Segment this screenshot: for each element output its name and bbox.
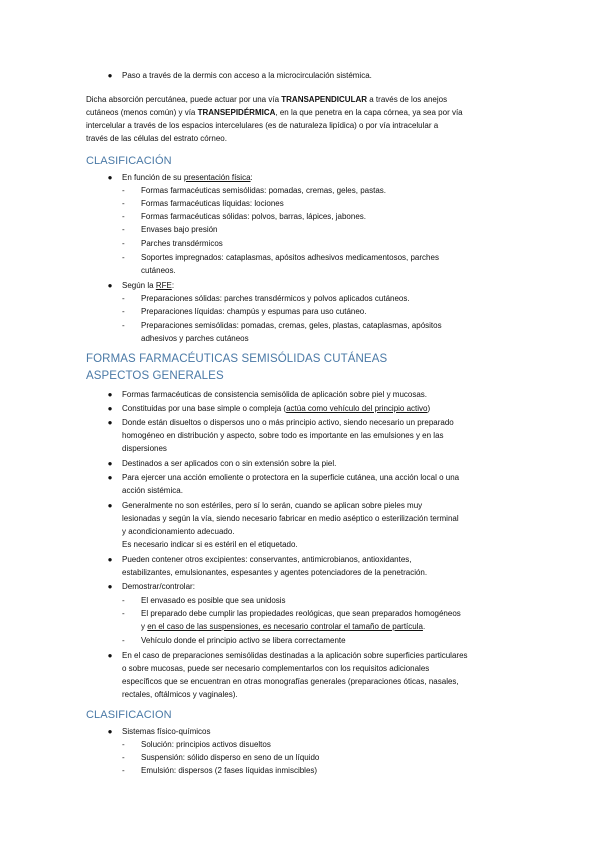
dash-icon: - bbox=[122, 321, 125, 330]
list-item: Preparaciones semisólidas: pomadas, cremas, geles, plastas, cataplasmas, apósitos bbox=[141, 321, 442, 330]
list-item: En el caso de preparaciones semisólidas destinadas a la aplicación sobre superficies particulares bbox=[122, 651, 468, 660]
list-item: Destinados a ser aplicados con o sin extensión sobre la piel. bbox=[122, 459, 337, 468]
list-item-continuation: estabilizantes, emulsionantes, espesantes y agentes potenciadores de la penetración. bbox=[122, 568, 428, 577]
list-item: Formas farmacéuticas sólidas: polvos, barras, lápices, jabones. bbox=[141, 212, 366, 221]
section-heading-clasificacion: CLASIFICACIÓN bbox=[86, 155, 172, 167]
list-item-continuation: o sobre mucosas, puede ser necesario complementarlos con los requisitos adicionales bbox=[122, 664, 430, 673]
list-item: Emulsión: dispersos (2 fases líquidas inmiscibles) bbox=[141, 766, 318, 775]
list-item: Parches transdérmicos bbox=[141, 239, 223, 248]
absorption-line-4: través de las células del estrato córneo. bbox=[86, 134, 227, 143]
list-item: Formas farmacéuticas de consistencia semisólida de aplicación sobre piel y mucosas. bbox=[122, 390, 428, 399]
bullet-icon: ● bbox=[107, 651, 113, 660]
list-item: Para ejercer una acción emoliente o protectora en la superficie cutánea, una acción local o una bbox=[122, 473, 460, 482]
list-item-continuation: Es necesario indicar si es estéril en el etiquetado. bbox=[122, 540, 298, 549]
list-item: Formas farmacéuticas semisólidas: pomadas, cremas, geles, pastas. bbox=[141, 186, 386, 195]
dash-icon: - bbox=[122, 596, 125, 605]
dash-icon: - bbox=[122, 294, 125, 303]
list-item: Generalmente no son estériles, pero sí lo serán, cuando se aplican sobre pieles muy bbox=[122, 501, 423, 510]
dash-icon: - bbox=[122, 753, 125, 762]
list-item: Soportes impregnados: cataplasmas, apósitos adhesivos medicamentosos, parches bbox=[141, 253, 439, 262]
bullet-icon: ● bbox=[107, 418, 113, 427]
list-item: Demostrar/controlar: bbox=[122, 582, 195, 591]
list-item-continuation: lesionadas y según la vía, siendo necesario fabricar en medio aséptico o esterilización terminal bbox=[122, 514, 459, 523]
dash-icon: - bbox=[122, 239, 125, 248]
bullet-icon: ● bbox=[107, 71, 113, 80]
bullet-icon: ● bbox=[107, 459, 113, 468]
list-item-continuation: acción sistémica. bbox=[122, 486, 183, 495]
list-item-continuation: y acondicionamiento adecuado. bbox=[122, 527, 235, 536]
list-item-continuation: adhesivos y parches cutáneos bbox=[141, 334, 249, 343]
list-item: Donde están disueltos o dispersos uno o más principio activo, siendo necesario un preparado bbox=[122, 418, 454, 427]
bullet-icon: ● bbox=[107, 473, 113, 482]
subheading-aspectos-generales: ASPECTOS GENERALES bbox=[86, 370, 224, 382]
list-item: Solución: principios activos disueltos bbox=[141, 740, 271, 749]
list-item: Pueden contener otros excipientes: conservantes, antimicrobianos, antioxidantes, bbox=[122, 555, 412, 564]
section-heading-formas: FORMAS FARMACÉUTICAS SEMISÓLIDAS CUTÁNEAS bbox=[86, 353, 388, 365]
bullet-icon: ● bbox=[107, 281, 113, 290]
bullet-icon: ● bbox=[107, 727, 113, 736]
dash-icon: - bbox=[122, 740, 125, 749]
dash-icon: - bbox=[122, 307, 125, 316]
list-item: Preparaciones sólidas: parches transdérmicos y polvos aplicados cutáneos. bbox=[141, 294, 410, 303]
list-item-continuation: rectales, oftálmicos y vaginales). bbox=[122, 690, 238, 699]
dash-icon: - bbox=[122, 766, 125, 775]
list-item: Sistemas físico-químicos bbox=[122, 727, 211, 736]
dash-icon: - bbox=[122, 186, 125, 195]
list-item-continuation: cutáneos. bbox=[141, 266, 176, 275]
bullet-icon: ● bbox=[107, 555, 113, 564]
bullet-icon: ● bbox=[107, 501, 113, 510]
bullet-icon: ● bbox=[107, 173, 113, 182]
dash-icon: - bbox=[122, 253, 125, 262]
dash-icon: - bbox=[122, 199, 125, 208]
absorption-line-1: Dicha absorción percutánea, puede actuar por una vía TRANSAPENDICULAR a través de los anejos bbox=[86, 95, 448, 104]
dash-icon: - bbox=[122, 212, 125, 221]
section-heading-clasificacion-2: CLASIFICACION bbox=[86, 709, 172, 721]
presentacion-fisica-bullet: En función de su presentación física: bbox=[122, 173, 253, 182]
intro-bullet-text: Paso a través de la dermis con acceso a la microcirculación sistémica. bbox=[122, 71, 372, 80]
bullet-icon: ● bbox=[107, 404, 113, 413]
list-item: Preparaciones líquidas: champús y espumas para uso cutáneo. bbox=[141, 307, 367, 316]
absorption-line-3: intercelular a través de los espacios intercelulares (es de naturaleza lipídica) o por vía intracelular a bbox=[86, 121, 439, 130]
absorption-line-2: cutáneos (menos común) y vía TRANSEPIDÉRMICA, en la que penetra en la capa córnea, ya sea por vía bbox=[86, 108, 463, 117]
list-item: Vehículo donde el principio activo se libera correctamente bbox=[141, 636, 346, 645]
list-item: El preparado debe cumplir las propiedades reológicas, que sean preparados homogéneos bbox=[141, 609, 461, 618]
list-item-continuation: y en el caso de las suspensiones, es necesario controlar el tamaño de partícula. bbox=[141, 622, 426, 631]
rfe-bullet: Según la RFE: bbox=[122, 281, 175, 290]
dash-icon: - bbox=[122, 225, 125, 234]
list-item: Formas farmacéuticas líquidas: lociones bbox=[141, 199, 284, 208]
dash-icon: - bbox=[122, 609, 125, 618]
list-item-continuation: homogéneo en distribución y aspecto, sobre todo es importante en las emulsiones y en las bbox=[122, 431, 444, 440]
list-item: Suspensión: sólido disperso en seno de un líquido bbox=[141, 753, 320, 762]
list-item: Constituidas por una base simple o compleja (actúa como vehículo del principio activo) bbox=[122, 404, 431, 413]
bullet-icon: ● bbox=[107, 390, 113, 399]
list-item-continuation: dispersiones bbox=[122, 444, 167, 453]
list-item: El envasado es posible que sea unidosis bbox=[141, 596, 286, 605]
dash-icon: - bbox=[122, 636, 125, 645]
list-item-continuation: específicos que se encuentran en otras monografías generales (preparaciones óticas, nasales, bbox=[122, 677, 459, 686]
list-item: Envases bajo presión bbox=[141, 225, 218, 234]
bullet-icon: ● bbox=[107, 582, 113, 591]
